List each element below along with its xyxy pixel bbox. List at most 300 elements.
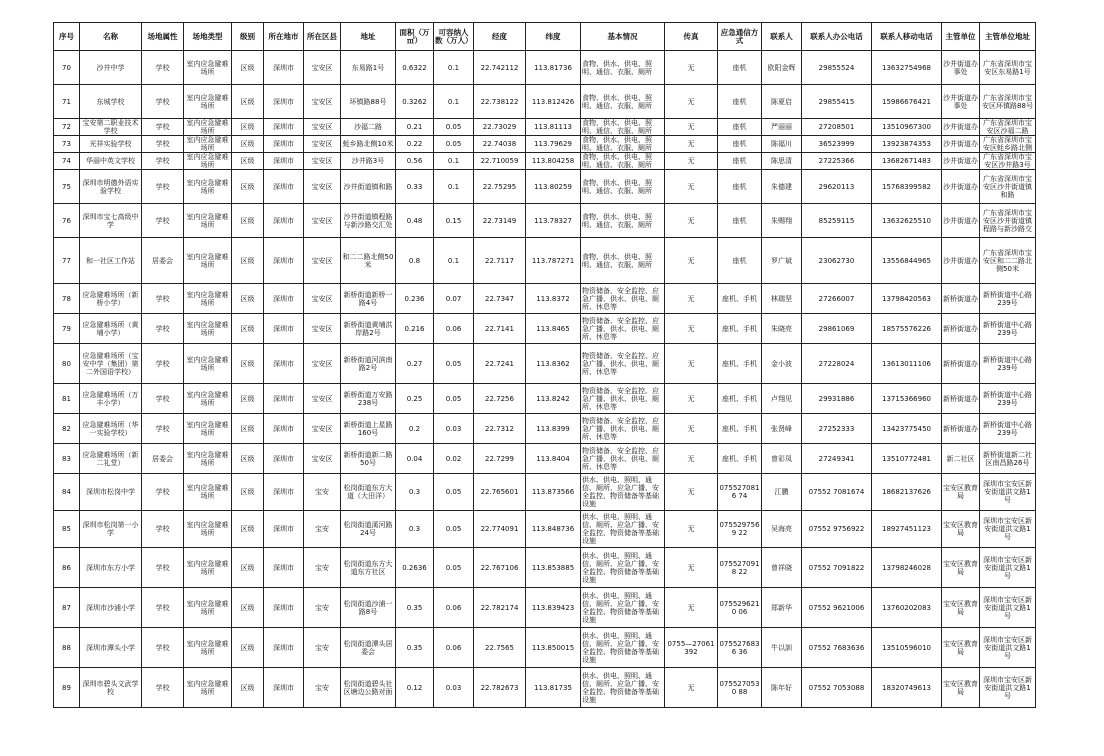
table-cell[interactable]: 22.73149 (474, 204, 526, 238)
table-cell[interactable]: 座机、手机 (718, 444, 762, 474)
table-cell[interactable]: 13682671483 (872, 153, 942, 170)
table-cell[interactable]: 新桥街道办 (942, 414, 980, 444)
table-cell[interactable]: 学校 (142, 51, 184, 85)
column-header[interactable]: 场地属性 (142, 23, 184, 51)
table-cell[interactable]: 无 (665, 588, 718, 628)
table-cell[interactable]: 学校 (142, 588, 184, 628)
table-cell[interactable]: 室内应急避难场所 (184, 284, 232, 314)
table-cell[interactable]: 22.7241 (474, 344, 526, 384)
table-cell[interactable]: 深圳市潭头小学 (80, 628, 142, 668)
table-cell[interactable]: 0.1 (434, 170, 474, 204)
table-cell[interactable]: 广东省深圳市宝安区和二二路北侧50米 (980, 238, 1036, 284)
table-cell[interactable]: 物资储备、安全监控、应急广播、供水、供电、厕所、休息等 (581, 284, 665, 314)
table-cell[interactable]: 食物、供水、供电、照明、通信、衣服、厕所 (581, 238, 665, 284)
table-cell[interactable]: 0.05 (434, 474, 474, 511)
table-cell[interactable]: 室内应急避难场所 (184, 511, 232, 548)
table-cell[interactable]: 座机 (718, 204, 762, 238)
table-cell[interactable]: 22.7256 (474, 384, 526, 414)
table-cell[interactable]: 0.22 (396, 136, 434, 153)
table-cell[interactable]: 22.7117 (474, 238, 526, 284)
table-cell[interactable]: 江鹏 (762, 474, 802, 511)
table-cell[interactable]: 室内应急避难场所 (184, 414, 232, 444)
table-cell[interactable]: 光祥实验学校 (80, 136, 142, 153)
table-cell[interactable]: 0.236 (396, 284, 434, 314)
table-cell[interactable]: 物资储备、安全监控、应急广播、供水、供电、厕所、休息等 (581, 414, 665, 444)
table-cell[interactable]: 沙井街道办 (942, 170, 980, 204)
table-cell[interactable]: 室内应急避难场所 (184, 384, 232, 414)
table-cell[interactable]: 0.1 (434, 51, 474, 85)
table-cell[interactable]: 113.81736 (526, 51, 581, 85)
table-cell[interactable]: 学校 (142, 153, 184, 170)
table-cell[interactable]: 无 (665, 314, 718, 344)
table-cell[interactable]: 居委会 (142, 444, 184, 474)
table-cell[interactable]: 室内应急避难场所 (184, 136, 232, 153)
table-cell[interactable]: 学校 (142, 668, 184, 708)
table-cell[interactable]: 无 (665, 136, 718, 153)
table-cell[interactable]: 无 (665, 170, 718, 204)
column-header[interactable]: 地址 (341, 23, 396, 51)
table-cell[interactable]: 新桥街道中心路239号 (980, 344, 1036, 384)
table-cell[interactable]: 沙井街道镇和路 (341, 170, 396, 204)
column-header[interactable]: 所在区县 (304, 23, 341, 51)
table-cell[interactable]: 13760202083 (872, 588, 942, 628)
table-cell[interactable]: 宝安区 (304, 136, 341, 153)
table-cell[interactable]: 深圳市 (264, 384, 304, 414)
table-cell[interactable]: 室内应急避难场所 (184, 474, 232, 511)
table-cell[interactable]: 宝安区 (304, 85, 341, 119)
table-cell[interactable]: 广东省深圳市宝安区沙井街道镇程路与新沙路交 (980, 204, 1036, 238)
table-cell[interactable]: 22.7299 (474, 444, 526, 474)
table-cell[interactable]: 广东省深圳市宝安区环镇路88号 (980, 85, 1036, 119)
table-cell[interactable]: 宝安区教育局 (942, 668, 980, 708)
table-cell[interactable]: 宝安区 (304, 414, 341, 444)
table-cell[interactable]: 80 (54, 344, 80, 384)
table-cell[interactable]: 深圳市 (264, 548, 304, 588)
table-cell[interactable]: 85259115 (802, 204, 872, 238)
table-cell[interactable]: 沙井街道镇程路与新沙路交汇处 (341, 204, 396, 238)
table-cell[interactable]: 沙井街道办 (942, 136, 980, 153)
table-cell[interactable]: 0755276836 36 (718, 628, 762, 668)
table-cell[interactable]: 宝安区 (304, 119, 341, 136)
table-cell[interactable]: 沙井街道办 (942, 153, 980, 170)
table-cell[interactable]: 07552 9621006 (802, 588, 872, 628)
table-cell[interactable]: 13510772481 (872, 444, 942, 474)
table-cell[interactable]: 新桥街道中心路239号 (980, 314, 1036, 344)
table-cell[interactable]: 欧阳金辉 (762, 51, 802, 85)
table-cell[interactable]: 22.742112 (474, 51, 526, 85)
table-cell[interactable]: 广东省深圳市宝安区沙福二路 (980, 119, 1036, 136)
table-cell[interactable]: 室内应急避难场所 (184, 628, 232, 668)
table-cell[interactable]: 新桥街道办 (942, 284, 980, 314)
table-cell[interactable]: 29861069 (802, 314, 872, 344)
table-cell[interactable]: 84 (54, 474, 80, 511)
table-cell[interactable]: 陈思清 (762, 153, 802, 170)
table-cell[interactable]: 新桥街道中心路239号 (980, 414, 1036, 444)
table-cell[interactable]: 0.35 (396, 588, 434, 628)
table-cell[interactable]: 22.738122 (474, 85, 526, 119)
table-cell[interactable]: 东易路1号 (341, 51, 396, 85)
table-cell[interactable]: 区级 (232, 511, 264, 548)
table-cell[interactable]: 宝安区 (304, 204, 341, 238)
table-cell[interactable]: 沙福二路 (341, 119, 396, 136)
table-cell[interactable]: 0.48 (396, 204, 434, 238)
table-cell[interactable]: 环镇路88号 (341, 85, 396, 119)
table-cell[interactable]: 113.804258 (526, 153, 581, 170)
table-cell[interactable]: 0.216 (396, 314, 434, 344)
table-cell[interactable]: 22.73029 (474, 119, 526, 136)
table-cell[interactable]: 松岗街道东方大道东方社区 (341, 548, 396, 588)
table-cell[interactable]: 0.03 (434, 414, 474, 444)
table-cell[interactable]: 深圳市 (264, 511, 304, 548)
table-cell[interactable]: 0.05 (434, 344, 474, 384)
table-cell[interactable]: 22.782174 (474, 588, 526, 628)
table-cell[interactable]: 27208501 (802, 119, 872, 136)
table-cell[interactable]: 宝安区教育局 (942, 628, 980, 668)
table-cell[interactable]: 松岗街道碧头社区塘边公路对面 (341, 668, 396, 708)
table-cell[interactable]: 113.8404 (526, 444, 581, 474)
table-cell[interactable]: 113.8242 (526, 384, 581, 414)
table-cell[interactable]: 77 (54, 238, 80, 284)
column-header[interactable]: 经度 (474, 23, 526, 51)
column-header[interactable]: 应急通信方式 (718, 23, 762, 51)
table-cell[interactable]: 朱晓亮 (762, 314, 802, 344)
table-cell[interactable]: 113.81113 (526, 119, 581, 136)
table-cell[interactable]: 07552 7053088 (802, 668, 872, 708)
column-header[interactable]: 主管单位 (942, 23, 980, 51)
table-cell[interactable]: 13510967300 (872, 119, 942, 136)
table-cell[interactable]: 0.1 (434, 238, 474, 284)
table-cell[interactable]: 无 (665, 85, 718, 119)
table-cell[interactable]: 东城学校 (80, 85, 142, 119)
column-header[interactable]: 级别 (232, 23, 264, 51)
table-cell[interactable]: 室内应急避难场所 (184, 314, 232, 344)
table-cell[interactable]: 22.7347 (474, 284, 526, 314)
column-header[interactable]: 场地类型 (184, 23, 232, 51)
table-cell[interactable]: 宝安区 (304, 444, 341, 474)
table-cell[interactable]: 深圳市 (264, 238, 304, 284)
table-cell[interactable]: 宝安区教育局 (942, 474, 980, 511)
table-cell[interactable]: 深圳市 (264, 51, 304, 85)
table-cell[interactable]: 学校 (142, 136, 184, 153)
table-cell[interactable]: 室内应急避难场所 (184, 548, 232, 588)
table-cell[interactable]: 宝安 (304, 588, 341, 628)
column-header[interactable]: 联系人移动电话 (872, 23, 942, 51)
table-cell[interactable]: 新桥街道新二社区南昌路26号 (980, 444, 1036, 474)
table-cell[interactable]: 13613011106 (872, 344, 942, 384)
table-cell[interactable]: 深圳市碧头文武学校 (80, 668, 142, 708)
table-cell[interactable]: 应急避难场所（宝安中学（集团）第二外国语学校） (80, 344, 142, 384)
table-cell[interactable]: 无 (665, 51, 718, 85)
table-cell[interactable]: 深圳市沙浦小学 (80, 588, 142, 628)
table-cell[interactable]: 0.1 (434, 85, 474, 119)
table-cell[interactable]: 深圳市 (264, 119, 304, 136)
table-cell[interactable]: 22.710059 (474, 153, 526, 170)
table-cell[interactable]: 室内应急避难场所 (184, 588, 232, 628)
table-cell[interactable]: 物资储备、安全监控、应急广播、供水、供电、厕所、休息等 (581, 344, 665, 384)
table-cell[interactable]: 宝安 (304, 548, 341, 588)
table-cell[interactable]: 室内应急避难场所 (184, 153, 232, 170)
table-cell[interactable]: 22.7141 (474, 314, 526, 344)
table-cell[interactable]: 新二社区 (942, 444, 980, 474)
table-cell[interactable]: 供水、供电、照明、通信、厕所、应急广播、安全监控、物资储备等基础设施 (581, 474, 665, 511)
table-cell[interactable]: 供水、供电、照明、通信、厕所、应急广播、安全监控、物资储备等基础设施 (581, 668, 665, 708)
table-cell[interactable]: 座机、手机 (718, 414, 762, 444)
table-cell[interactable]: 牛以訓 (762, 628, 802, 668)
table-cell[interactable]: 深圳市松岗中学 (80, 474, 142, 511)
table-cell[interactable]: 华丽中英文学校 (80, 153, 142, 170)
table-cell[interactable]: 深圳市松岗第一小学 (80, 511, 142, 548)
table-cell[interactable]: 0.15 (434, 204, 474, 238)
table-cell[interactable]: 食物、供水、供电、照明、通信、衣服、厕所 (581, 136, 665, 153)
table-cell[interactable]: 0.33 (396, 170, 434, 204)
table-cell[interactable]: 广东省深圳市宝安区蚝乡路北侧 (980, 136, 1036, 153)
table-cell[interactable]: 深圳市 (264, 668, 304, 708)
table-cell[interactable]: 沙井街道办 (942, 119, 980, 136)
table-cell[interactable]: 供水、供电、照明、通信、厕所、应急广播、安全监控、物资储备等基础设施 (581, 588, 665, 628)
table-cell[interactable]: 13556844965 (872, 238, 942, 284)
table-cell[interactable]: 区级 (232, 588, 264, 628)
table-cell[interactable]: 113.8372 (526, 284, 581, 314)
table-cell[interactable]: 应急避难场所（新二礼堂） (80, 444, 142, 474)
table-cell[interactable]: 室内应急避难场所 (184, 444, 232, 474)
column-header[interactable]: 序号 (54, 23, 80, 51)
table-cell[interactable]: 70 (54, 51, 80, 85)
table-cell[interactable]: 学校 (142, 548, 184, 588)
table-cell[interactable]: 0.12 (396, 668, 434, 708)
table-cell[interactable]: 86 (54, 548, 80, 588)
table-cell[interactable]: 卢翔见 (762, 384, 802, 414)
table-cell[interactable]: 新桥街道办 (942, 314, 980, 344)
table-cell[interactable]: 学校 (142, 414, 184, 444)
table-cell[interactable]: 供水、供电、照明、通信、厕所、应急广播、安全监控、物资储备等基础设施 (581, 628, 665, 668)
table-cell[interactable]: 座机、手机 (718, 284, 762, 314)
table-cell[interactable]: 食物、供水、供电、照明、通信、衣服、厕所 (581, 170, 665, 204)
table-cell[interactable]: 物资储备、安全监控、应急广播、供水、供电、厕所、休息等 (581, 384, 665, 414)
table-cell[interactable]: 沙井路3号 (341, 153, 396, 170)
table-cell[interactable]: 深圳市 (264, 474, 304, 511)
table-cell[interactable]: 27266007 (802, 284, 872, 314)
table-cell[interactable]: 朱德建 (762, 170, 802, 204)
table-cell[interactable]: 宝安区 (304, 153, 341, 170)
table-cell[interactable]: 宝安区教育局 (942, 588, 980, 628)
table-cell[interactable]: 深圳市 (264, 284, 304, 314)
column-header[interactable]: 可容纳人数（万人） (434, 23, 474, 51)
table-cell[interactable]: 0.03 (434, 668, 474, 708)
table-cell[interactable]: 深圳市东方小学 (80, 548, 142, 588)
table-cell[interactable]: 0.3262 (396, 85, 434, 119)
table-cell[interactable]: 陈年好 (762, 668, 802, 708)
table-cell[interactable]: 22.782673 (474, 668, 526, 708)
table-cell[interactable]: 室内应急避难场所 (184, 119, 232, 136)
table-cell[interactable]: 区级 (232, 51, 264, 85)
column-header[interactable]: 名称 (80, 23, 142, 51)
table-cell[interactable]: 座机 (718, 51, 762, 85)
table-cell[interactable]: 113.848736 (526, 511, 581, 548)
table-cell[interactable]: 0.2 (396, 414, 434, 444)
table-cell[interactable]: 宝安 (304, 511, 341, 548)
table-cell[interactable]: 居委会 (142, 238, 184, 284)
table-cell[interactable]: 学校 (142, 314, 184, 344)
table-cell[interactable]: 室内应急避难场所 (184, 668, 232, 708)
table-cell[interactable]: 22.7312 (474, 414, 526, 444)
table-cell[interactable]: 区级 (232, 170, 264, 204)
table-cell[interactable]: 深圳市 (264, 444, 304, 474)
table-cell[interactable]: 学校 (142, 204, 184, 238)
table-cell[interactable]: 座机 (718, 153, 762, 170)
table-cell[interactable]: 27228024 (802, 344, 872, 384)
table-cell[interactable]: 0.06 (434, 588, 474, 628)
table-cell[interactable]: 新桥街道万安路238号 (341, 384, 396, 414)
table-cell[interactable]: 区级 (232, 284, 264, 314)
table-cell[interactable]: 应急避难场所（黄埔小学） (80, 314, 142, 344)
table-cell[interactable]: 88 (54, 628, 80, 668)
table-cell[interactable]: 新桥街道办 (942, 344, 980, 384)
table-cell[interactable]: 学校 (142, 85, 184, 119)
table-cell[interactable]: 0.05 (434, 511, 474, 548)
table-cell[interactable]: 73 (54, 136, 80, 153)
table-cell[interactable]: 曾彩凤 (762, 444, 802, 474)
table-cell[interactable]: 无 (665, 414, 718, 444)
table-cell[interactable]: 学校 (142, 628, 184, 668)
table-cell[interactable]: 供水、供电、照明、通信、厕所、应急广播、安全监控、物资储备等基础设施 (581, 548, 665, 588)
table-cell[interactable]: 宝安区 (304, 238, 341, 284)
table-cell[interactable]: 座机 (718, 136, 762, 153)
table-cell[interactable]: 0.05 (434, 548, 474, 588)
table-cell[interactable]: 36523999 (802, 136, 872, 153)
table-cell[interactable]: 宝安第二职业技术学校 (80, 119, 142, 136)
table-cell[interactable]: 林瑞坚 (762, 284, 802, 314)
table-cell[interactable]: 深圳市 (264, 314, 304, 344)
table-cell[interactable]: 松岗街道东方大道（大田洋） (341, 474, 396, 511)
table-cell[interactable]: 07552 7091822 (802, 548, 872, 588)
table-cell[interactable]: 宝安区教育局 (942, 548, 980, 588)
table-cell[interactable]: 室内应急避难场所 (184, 344, 232, 384)
table-cell[interactable]: 学校 (142, 474, 184, 511)
table-cell[interactable]: 0755270918 22 (718, 548, 762, 588)
table-cell[interactable]: 区级 (232, 119, 264, 136)
table-cell[interactable]: 0.3 (396, 474, 434, 511)
table-cell[interactable]: 新桥街道新桥一路4号 (341, 284, 396, 314)
table-cell[interactable]: 室内应急避难场所 (184, 238, 232, 284)
table-cell[interactable]: 区级 (232, 344, 264, 384)
table-cell[interactable]: 22.7565 (474, 628, 526, 668)
table-cell[interactable]: 深圳市 (264, 628, 304, 668)
table-cell[interactable]: 76 (54, 204, 80, 238)
table-cell[interactable]: 新桥街道上星路160号 (341, 414, 396, 444)
table-cell[interactable]: 29931886 (802, 384, 872, 414)
table-cell[interactable]: 无 (665, 153, 718, 170)
table-cell[interactable]: 广东省深圳市宝安区沙井路3号 (980, 153, 1036, 170)
table-cell[interactable]: 应急避难场所（华一实验学校） (80, 414, 142, 444)
table-cell[interactable]: 区级 (232, 444, 264, 474)
table-cell[interactable]: 座机 (718, 170, 762, 204)
table-cell[interactable]: 陈夏启 (762, 85, 802, 119)
table-cell[interactable]: 郑新华 (762, 588, 802, 628)
table-cell[interactable]: 113.873566 (526, 474, 581, 511)
table-cell[interactable]: 宝安 (304, 628, 341, 668)
table-cell[interactable]: 和二二路北侧50米 (341, 238, 396, 284)
table-cell[interactable]: 0.05 (434, 119, 474, 136)
table-cell[interactable]: 区级 (232, 628, 264, 668)
table-cell[interactable]: 区级 (232, 238, 264, 284)
table-cell[interactable]: 78 (54, 284, 80, 314)
table-cell[interactable]: 深圳市 (264, 588, 304, 628)
table-cell[interactable]: 82 (54, 414, 80, 444)
table-cell[interactable]: 应急避难场所（新桥小学） (80, 284, 142, 314)
table-cell[interactable]: 供水、供电、照明、通信、厕所、应急广播、安全监控、物资储备等基础设施 (581, 511, 665, 548)
column-header[interactable]: 主管单位地址 (980, 23, 1036, 51)
table-cell[interactable]: 新桥街道办 (942, 384, 980, 414)
table-cell[interactable]: 深圳市明德外语实验学校 (80, 170, 142, 204)
table-cell[interactable]: 深圳市 (264, 344, 304, 384)
column-header[interactable]: 面积（万㎡） (396, 23, 434, 51)
table-cell[interactable]: 无 (665, 444, 718, 474)
table-cell[interactable]: 宝安区 (304, 51, 341, 85)
table-cell[interactable]: 27252333 (802, 414, 872, 444)
table-cell[interactable]: 0.21 (396, 119, 434, 136)
table-cell[interactable]: 陈福川 (762, 136, 802, 153)
table-cell[interactable]: 广东省深圳市宝安区沙井街道镇和路 (980, 170, 1036, 204)
table-cell[interactable]: 0.07 (434, 284, 474, 314)
table-cell[interactable]: 22.765601 (474, 474, 526, 511)
table-cell[interactable]: 113.81735 (526, 668, 581, 708)
table-cell[interactable]: 宝安区 (304, 344, 341, 384)
table-cell[interactable]: 学校 (142, 284, 184, 314)
table-cell[interactable]: 18320749613 (872, 668, 942, 708)
table-cell[interactable]: 13423775450 (872, 414, 942, 444)
table-cell[interactable]: 13798420563 (872, 284, 942, 314)
table-cell[interactable]: 23062730 (802, 238, 872, 284)
table-cell[interactable]: 113.839423 (526, 588, 581, 628)
table-cell[interactable]: 0.05 (434, 136, 474, 153)
table-cell[interactable]: 13798246028 (872, 548, 942, 588)
table-cell[interactable]: 宝安区教育局 (942, 511, 980, 548)
table-cell[interactable]: 座机 (718, 238, 762, 284)
column-header[interactable]: 传真 (665, 23, 718, 51)
table-cell[interactable]: 18927451123 (872, 511, 942, 548)
table-cell[interactable]: 严丽丽 (762, 119, 802, 136)
table-cell[interactable]: 113.853885 (526, 548, 581, 588)
table-cell[interactable]: 罗广斌 (762, 238, 802, 284)
table-cell[interactable]: 07552 7683636 (802, 628, 872, 668)
table-cell[interactable]: 113.80259 (526, 170, 581, 204)
table-cell[interactable]: 区级 (232, 474, 264, 511)
column-header[interactable]: 纬度 (526, 23, 581, 51)
table-cell[interactable]: 学校 (142, 170, 184, 204)
table-cell[interactable]: 22.774091 (474, 511, 526, 548)
table-cell[interactable]: 深圳市宝安区新安街道洪文路1号 (980, 511, 1036, 548)
table-cell[interactable]: 113.850015 (526, 628, 581, 668)
table-cell[interactable]: 0.06 (434, 628, 474, 668)
table-cell[interactable]: 食物、供水、供电、照明、通信、衣服、厕所 (581, 204, 665, 238)
table-cell[interactable]: 新桥街道河滨南路2号 (341, 344, 396, 384)
column-header[interactable]: 联系人办公电话 (802, 23, 872, 51)
table-cell[interactable]: 区级 (232, 414, 264, 444)
table-cell[interactable]: 区级 (232, 85, 264, 119)
table-cell[interactable]: 座机 (718, 85, 762, 119)
table-cell[interactable]: 0.25 (396, 384, 434, 414)
table-cell[interactable]: 15986676421 (872, 85, 942, 119)
table-cell[interactable]: 无 (665, 119, 718, 136)
table-cell[interactable]: 新桥街道黄埔洪岸路2号 (341, 314, 396, 344)
table-cell[interactable]: 蚝乡路北侧10米 (341, 136, 396, 153)
table-cell[interactable]: 0.56 (396, 153, 434, 170)
table-cell[interactable]: 区级 (232, 668, 264, 708)
table-cell[interactable]: 区级 (232, 548, 264, 588)
table-cell[interactable]: 13632754968 (872, 51, 942, 85)
table-cell[interactable]: 113.8465 (526, 314, 581, 344)
table-cell[interactable]: 宝安 (304, 474, 341, 511)
